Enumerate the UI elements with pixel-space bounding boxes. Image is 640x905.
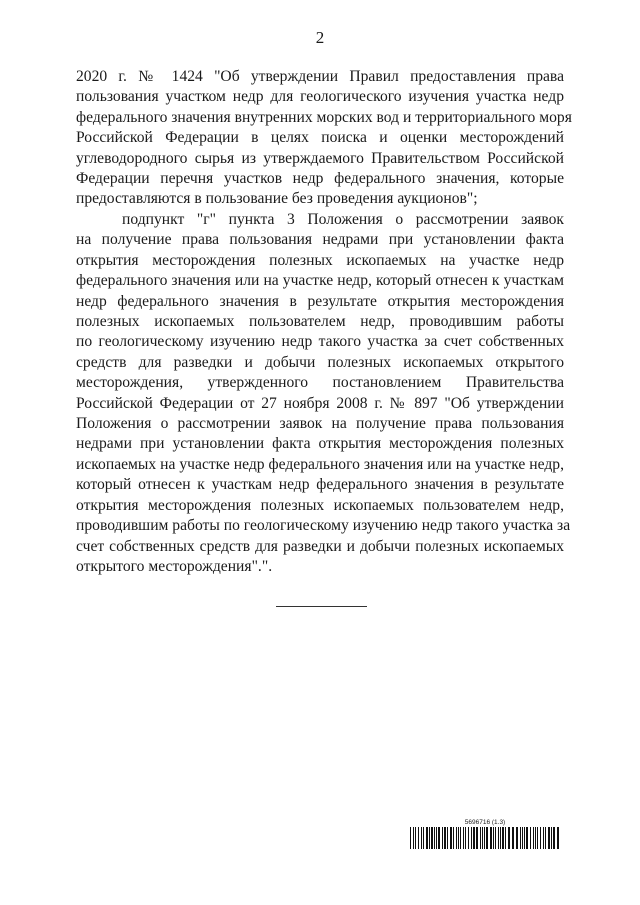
end-separator-line bbox=[276, 606, 367, 607]
text-line: месторождения, утвержденного постановлением Правительства bbox=[76, 374, 564, 392]
text-line: Российской Федерации в целях поиска и оценки месторождений bbox=[76, 129, 564, 147]
text-line: недрами при установлении факта открытия месторождения полезных bbox=[76, 435, 564, 453]
text-line: Положения о рассмотрении заявок на получение права пользования bbox=[76, 415, 564, 433]
text-line: средств для разведки и добычи полезных ископаемых открытого bbox=[76, 353, 564, 371]
text-line: 2020 г. № 1424 "Об утверждении Правил предоставления права bbox=[76, 68, 564, 85]
barcode-code-text: 5696716 (1.3) bbox=[464, 819, 506, 826]
text-line: углеводородного сырья из утверждаемого Правительством Российской bbox=[76, 149, 564, 167]
text-line: открытия месторождения полезных ископаемых пользователем недр, bbox=[76, 496, 564, 514]
text-line: полезных ископаемых пользователем недр, проводившим работы bbox=[76, 313, 564, 331]
text-line: Российской Федерации от 27 ноября 2008 г. № 897 "Об утверждении bbox=[76, 394, 564, 412]
paragraph-continuation bbox=[76, 67, 572, 210]
text-line: предоставляются в пользование без проведения аукционов"; bbox=[76, 190, 478, 208]
text-line: на получение права пользования недрами при установлении факта bbox=[76, 231, 564, 249]
text-line: подпункт "г" пункта 3 Положения о рассмотрении заявок bbox=[122, 211, 564, 228]
text-line: ископаемых на участке недр федерального значения или на участке недр, bbox=[76, 455, 564, 473]
text-line: открытия месторождения полезных ископаемых на участке недр bbox=[76, 251, 564, 269]
text-line: проводившим работы по геологическому изучению недр такого участка за bbox=[76, 517, 571, 535]
text-line: счет собственных средств для разведки и добычи полезных ископаемых bbox=[76, 537, 564, 555]
text-line: федерального значения или на участке недр, который отнесен к участкам bbox=[76, 272, 564, 290]
text-line: по геологическому изучению недр такого участка за счет собственных bbox=[76, 333, 564, 351]
barcode-icon bbox=[410, 827, 560, 849]
text-line: который отнесен к участкам недр федерального значения в результате bbox=[76, 476, 564, 494]
document-barcode bbox=[410, 818, 560, 849]
paragraph-subpoint bbox=[76, 210, 571, 577]
text-line: федерального значения внутренних морских вод и территориального моря bbox=[76, 108, 572, 126]
page-number: 2 bbox=[315, 28, 325, 47]
text-line: Федерации перечня участков недр федерального значения, которые bbox=[76, 170, 564, 188]
text-line: пользования участком недр для геологического изучения участка недр bbox=[76, 88, 564, 106]
text-line: недр федерального значения в результате открытия месторождения bbox=[76, 292, 564, 310]
text-line: открытого месторождения".". bbox=[76, 557, 273, 575]
